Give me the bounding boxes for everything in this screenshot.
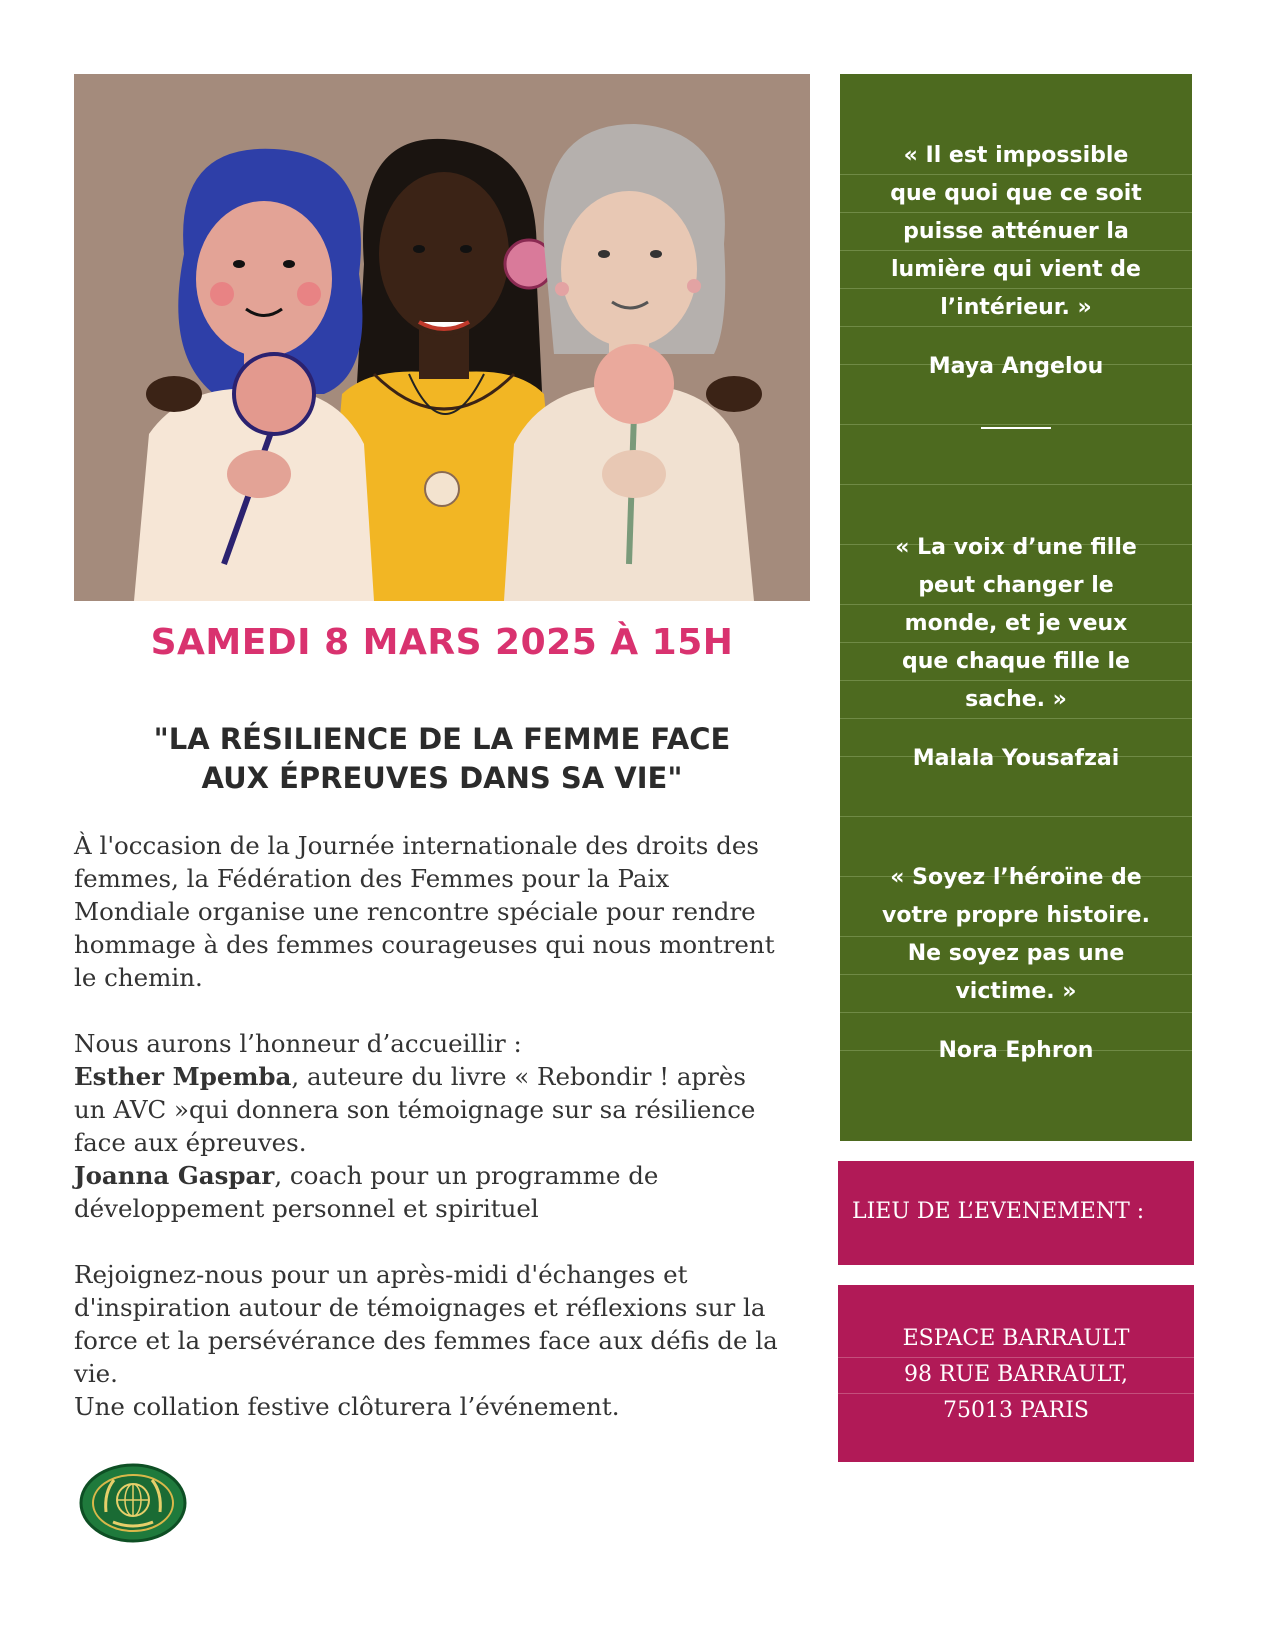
speaker-1-desc: un AVC »qui donnera son témoignage sur sa résilience: [74, 1095, 756, 1124]
divider: [840, 816, 1192, 817]
closing-line: d'inspiration autour de témoignages et réflexions sur la: [74, 1293, 766, 1322]
closing-line: Rejoignez-nous pour un après-midi d'échanges et: [74, 1260, 688, 1289]
quote-1-author: Maya Angelou: [928, 354, 1104, 379]
federation-emblem-icon: [78, 1462, 188, 1544]
quote-1-line: « Il est impossible: [903, 143, 1129, 168]
speaker-2-desc: , coach pour un programme de: [274, 1161, 659, 1190]
event-date: SAMEDI 8 MARS 2025 À 15H: [150, 622, 734, 663]
intro-line: Mondiale organise une rencontre spéciale pour rendre: [74, 897, 756, 926]
quote-3-line: votre propre histoire.: [882, 903, 1150, 928]
speaker-1: [74, 1060, 814, 1093]
three-women-illustration: [74, 74, 810, 601]
intro-line: femmes, la Fédération des Femmes pour la Paix: [74, 864, 670, 893]
quote-1-line: lumière qui vient de: [891, 257, 1141, 282]
speaker-1-desc: face aux épreuves.: [74, 1128, 307, 1157]
divider: [840, 1012, 1192, 1013]
quote-separator: [981, 427, 1051, 429]
intro-line: le chemin.: [74, 963, 203, 992]
hero-illustration: [74, 74, 810, 601]
speaker-1-name: Esther Mpemba: [74, 1062, 292, 1091]
venue-label-box: [838, 1161, 1194, 1265]
closing-line: Une collation festive clôturera l’événement.: [74, 1392, 620, 1421]
divider: [840, 424, 1192, 425]
address-line: 75013 PARIS: [943, 1398, 1089, 1423]
speaker-2-desc: développement personnel et spirituel: [74, 1194, 539, 1223]
event-description: [74, 829, 814, 1423]
quote-2-line: sache. »: [965, 687, 1067, 712]
quote-3-line: victime. »: [955, 979, 1077, 1004]
quote-2-line: peut changer le: [918, 573, 1114, 598]
quote-1-line: que quoi que ce soit: [890, 181, 1142, 206]
quotes-panel: [840, 74, 1192, 1141]
intro-line: À l'occasion de la Journée internationale des droits des: [74, 831, 759, 860]
divider: [840, 484, 1192, 485]
quote-1-line: puisse atténuer la: [903, 219, 1129, 244]
quote-2-line: que chaque fille le: [902, 649, 1130, 674]
venue-address-box: [838, 1285, 1194, 1462]
speaker-2: [74, 1159, 814, 1192]
quote-2-author: Malala Yousafzai: [912, 746, 1120, 771]
venue-label: LIEU DE L’EVENEMENT :: [852, 1199, 1145, 1224]
quote-2-line: monde, et je veux: [904, 611, 1128, 636]
intro-line: hommage à des femmes courageuses qui nous montrent: [74, 930, 775, 959]
quote-2-line: « La voix d’une fille: [895, 535, 1137, 560]
closing-line: force et la persévérance des femmes face aux défis de la: [74, 1326, 778, 1355]
closing-line: vie.: [74, 1359, 118, 1388]
event-title-line: AUX ÉPREUVES DANS SA VIE": [201, 761, 683, 795]
address-line: ESPACE BARRAULT: [902, 1326, 1130, 1351]
welcome-line: Nous aurons l’honneur d’accueillir :: [74, 1029, 522, 1058]
address-line: 98 RUE BARRAULT,: [903, 1362, 1128, 1387]
quote-3-line: Ne soyez pas une: [907, 941, 1125, 966]
event-title: [74, 720, 810, 798]
event-title-line: "LA RÉSILIENCE DE LA FEMME FACE: [153, 722, 731, 756]
speaker-2-name: Joanna Gaspar: [74, 1161, 275, 1190]
quote-3-line: « Soyez l’héroïne de: [890, 865, 1142, 890]
quote-3-author: Nora Ephron: [938, 1038, 1094, 1063]
speaker-1-desc: , auteure du livre « Rebondir ! après: [291, 1062, 746, 1091]
quote-1-line: l’intérieur. »: [940, 295, 1092, 320]
globe-laurel-icon: [78, 1462, 188, 1544]
